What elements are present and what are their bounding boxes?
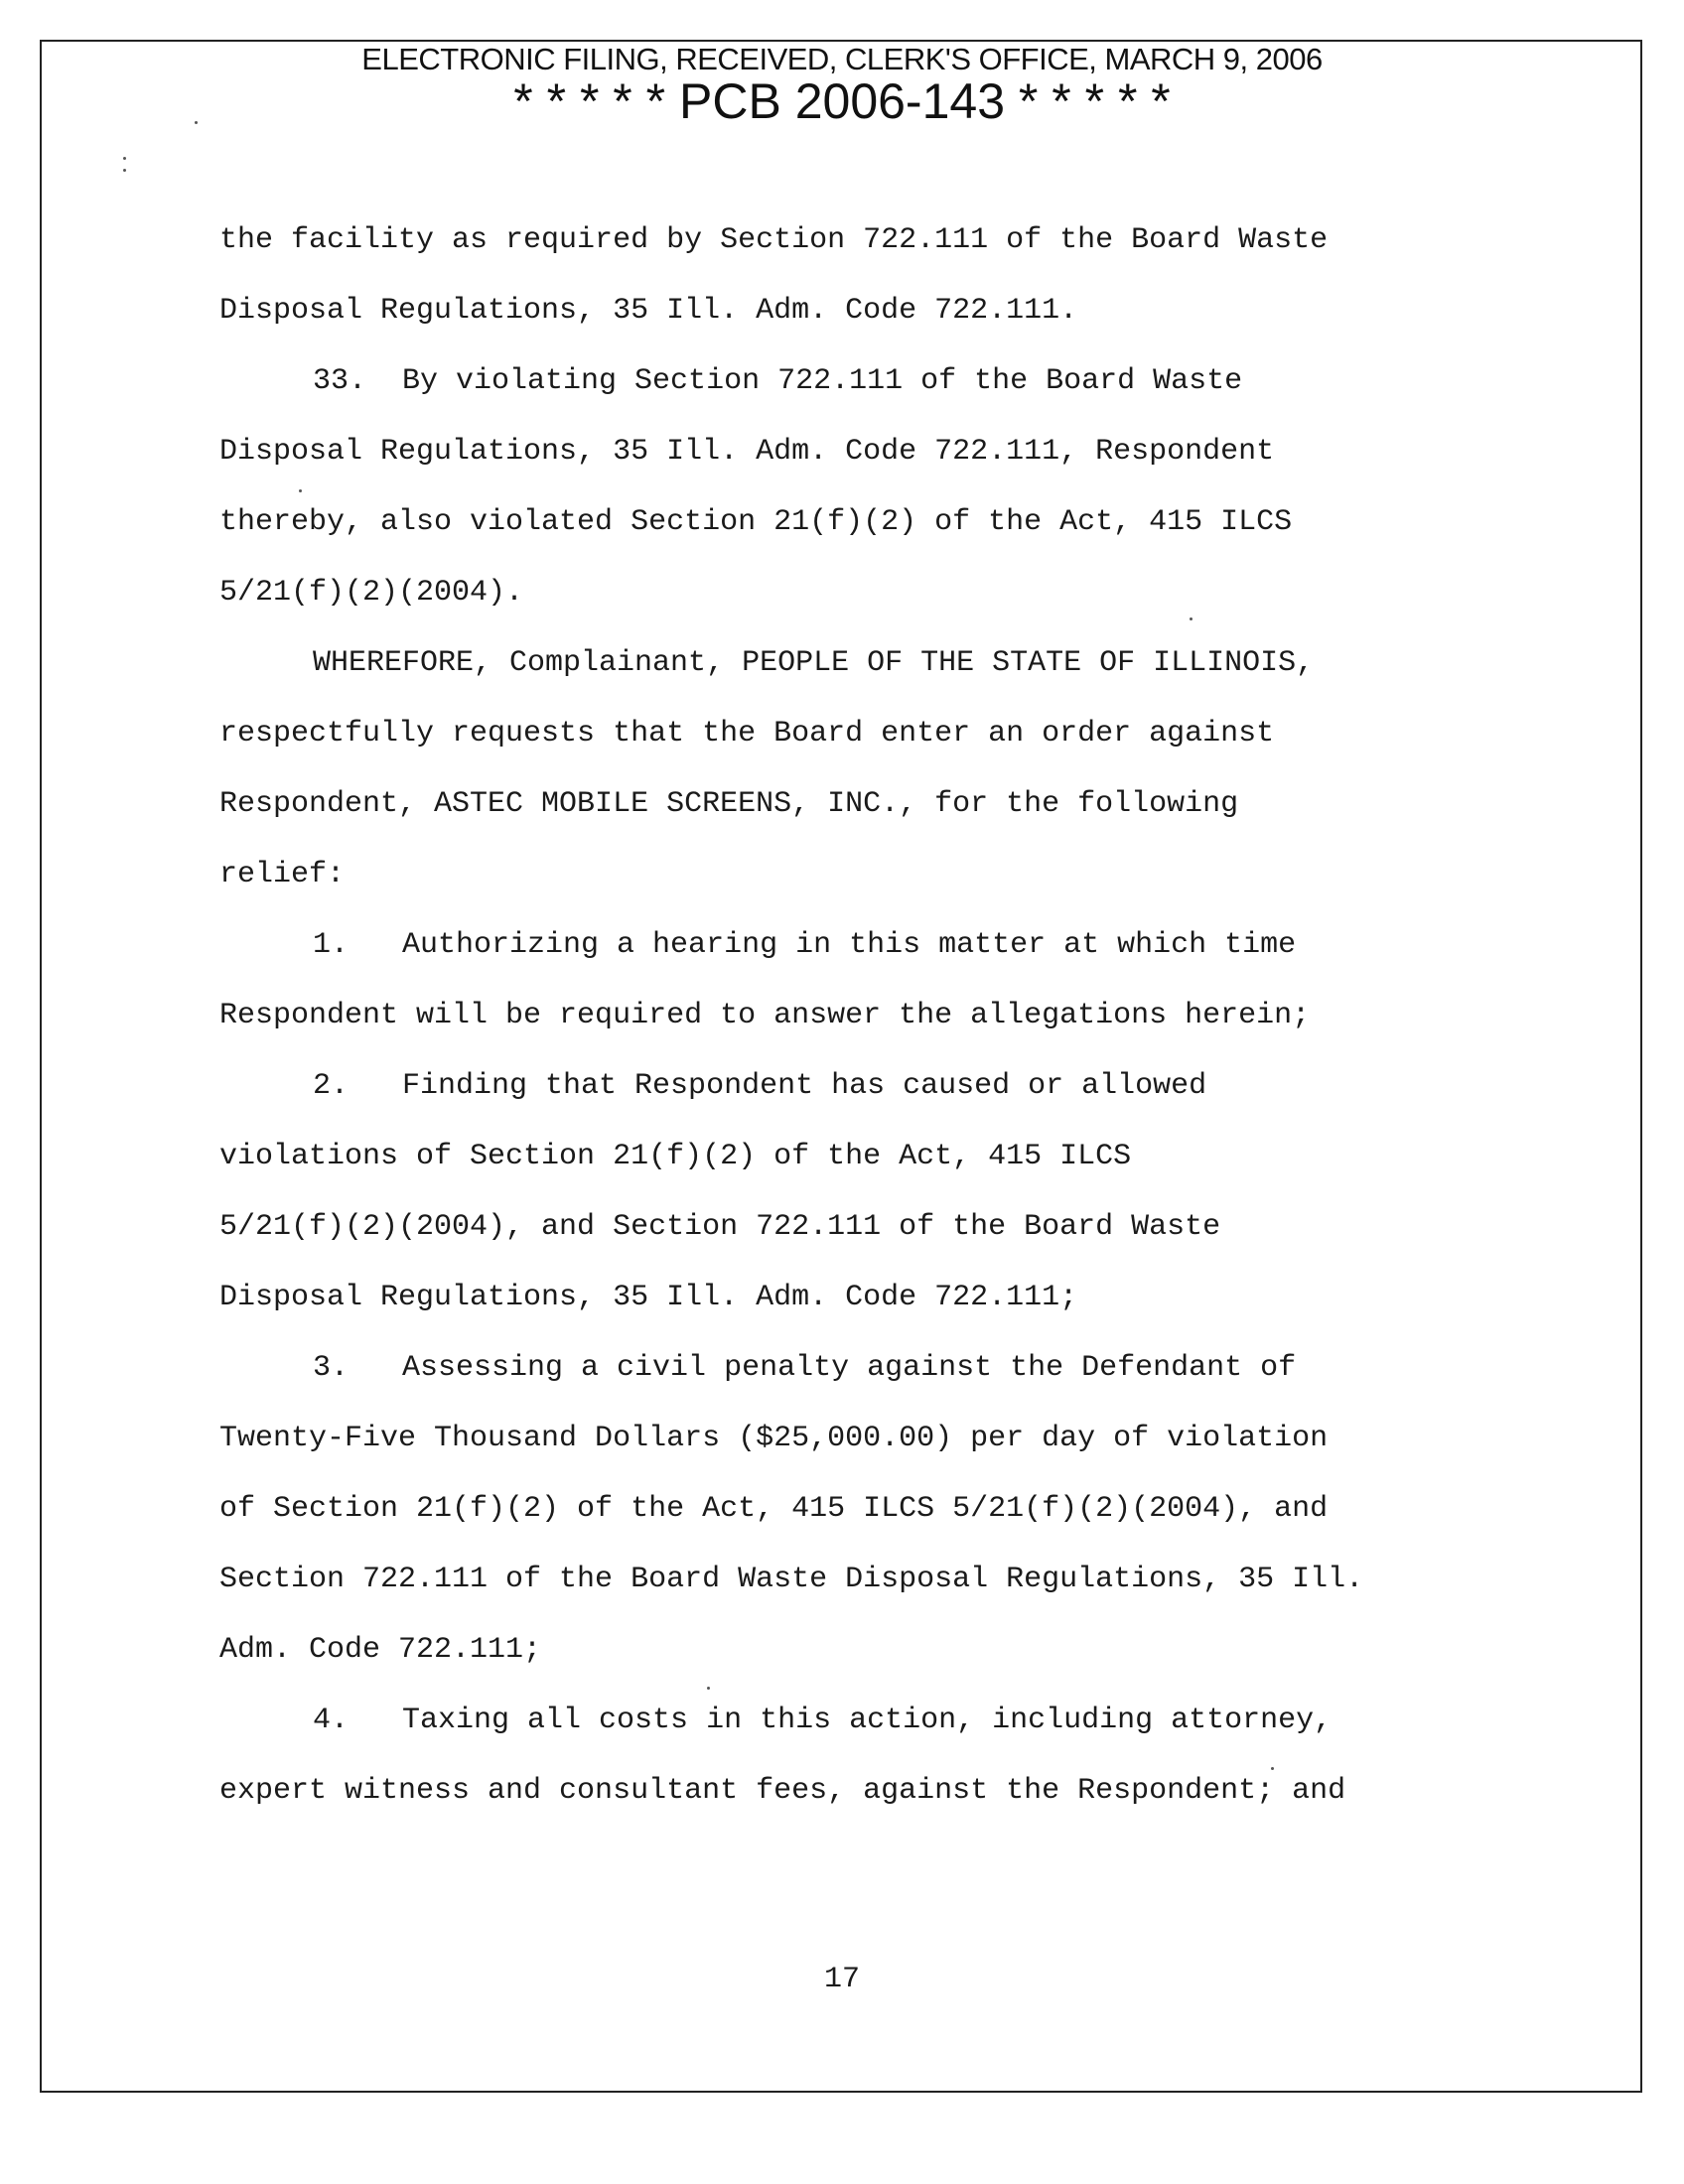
case-number: * * * * * PCB 2006-143 * * * * * xyxy=(513,73,1171,129)
text-line: 5/21(f)(2)(2004). xyxy=(219,576,524,610)
text-line: 5/21(f)(2)(2004), and Section 722.111 of the Board Waste xyxy=(219,1210,1221,1244)
text-line: Adm. Code 722.111; xyxy=(219,1633,542,1667)
scan-speck xyxy=(123,157,126,160)
text-line: Disposal Regulations, 35 Ill. Adm. Code 722.111; xyxy=(219,1281,1078,1314)
text-line: of Section 21(f)(2) of the Act, 415 ILCS 5/21(f)(2)(2004), and xyxy=(219,1492,1329,1526)
scan-speck xyxy=(299,489,302,492)
text-line: violations of Section 21(f)(2) of the Act, 415 ILCS xyxy=(219,1140,1132,1173)
text-line: Disposal Regulations, 35 Ill. Adm. Code 722.111. xyxy=(219,294,1078,328)
relief-item-4: 4. Taxing all costs in this action, including attorney, xyxy=(313,1704,1333,1737)
scan-speck xyxy=(1190,617,1193,620)
scan-speck xyxy=(1271,1767,1274,1770)
relief-item-1: 1. Authorizing a hearing in this matter at which time xyxy=(313,928,1297,962)
text-line: Disposal Regulations, 35 Ill. Adm. Code 722.111, Respondent xyxy=(219,435,1275,469)
wherefore-clause: WHEREFORE, Complainant, PEOPLE OF THE STATE OF ILLINOIS, xyxy=(313,646,1315,680)
text-line: the facility as required by Section 722.111 of the Board Waste xyxy=(219,223,1329,257)
text-line: Section 722.111 of the Board Waste Disposal Regulations, 35 Ill. xyxy=(219,1563,1364,1596)
text-line: Respondent, ASTEC MOBILE SCREENS, INC., for the following xyxy=(219,787,1239,821)
scan-speck xyxy=(123,169,126,172)
text-line: expert witness and consultant fees, against the Respondent; and xyxy=(219,1774,1346,1808)
paragraph-33: 33. By violating Section 722.111 of the Board Waste xyxy=(313,364,1243,398)
scan-speck xyxy=(707,1687,710,1690)
filing-stamp: ELECTRONIC FILING, RECEIVED, CLERK'S OFFICE, MARCH 9, 2006 xyxy=(361,42,1323,76)
text-line: respectfully requests that the Board enter an order against xyxy=(219,717,1275,751)
text-line: thereby, also violated Section 21(f)(2) of the Act, 415 ILCS xyxy=(219,505,1293,539)
page-number: 17 xyxy=(823,1963,860,1996)
relief-item-3: 3. Assessing a civil penalty against the Defendant of xyxy=(313,1351,1297,1385)
scan-speck xyxy=(195,121,198,124)
text-line: Twenty-Five Thousand Dollars ($25,000.00) per day of violation xyxy=(219,1422,1329,1455)
text-line: relief: xyxy=(219,858,346,891)
text-line: Respondent will be required to answer the allegations herein; xyxy=(219,999,1311,1032)
relief-item-2: 2. Finding that Respondent has caused or allowed xyxy=(313,1069,1207,1103)
